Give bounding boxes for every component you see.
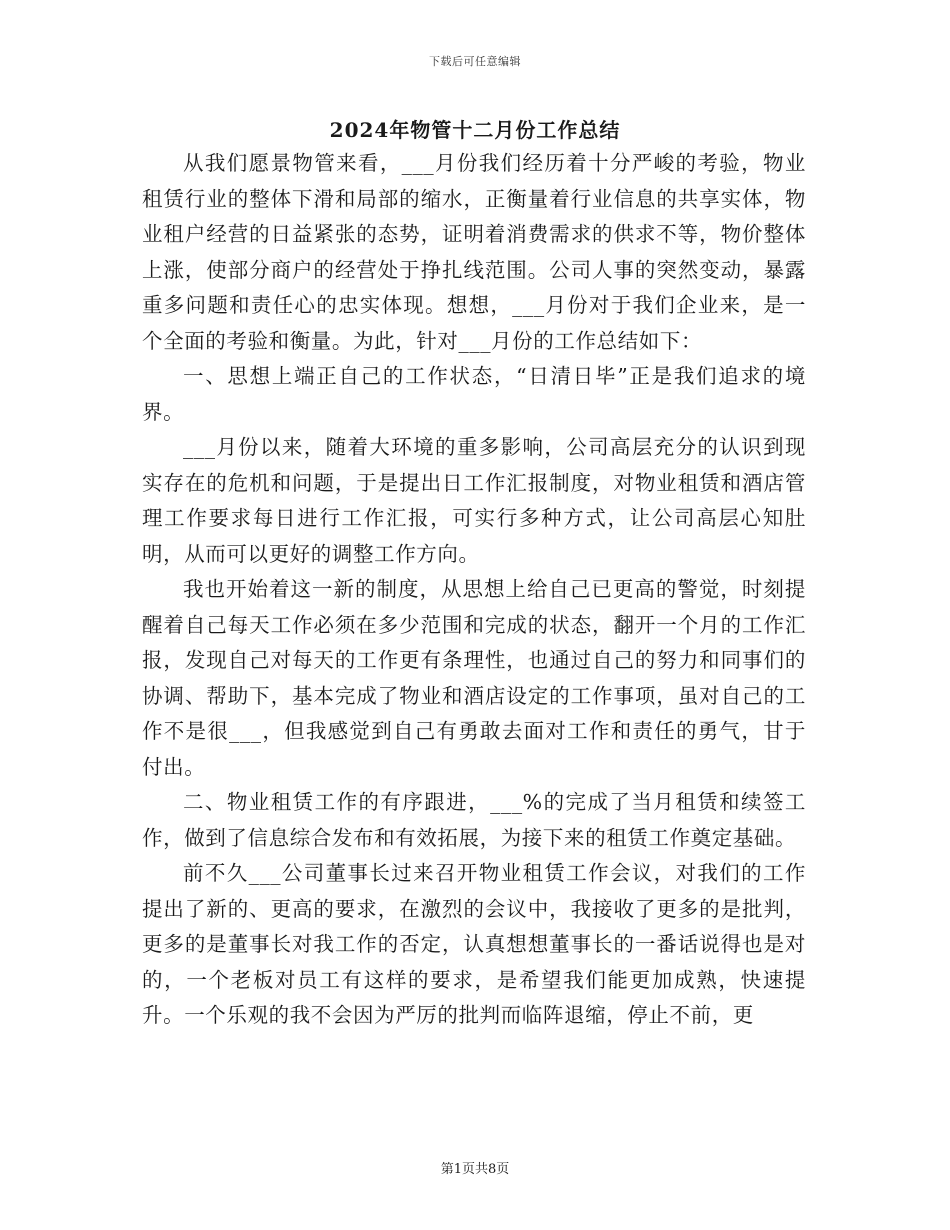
paragraph-section-one-heading: 一、思想上端正自己的工作状态，“日清日毕”正是我们追求的境界。 xyxy=(142,364,806,424)
paragraph-intro: 从我们愿景物管来看，___月份我们经历着十分严峻的考验，物业租赁行业的整体下滑和局部的缩水，正衡量着行业信息的共享实体，物业租户经营的日益紧张的态势，证明着消费需求的供求不等，物价整体上涨，使部分商户的经营处于挣扎线范围。公司人事的突然变动，暴露重多问题和责任心的忠实体现。想想，___月份对于我们企业来，是一个全面的考验和衡量。为此，针对___月份的工作总结如下： xyxy=(142,151,806,353)
document-title: 2024年物管十二月份工作总结 xyxy=(329,118,621,142)
download-note: 下载后可任意编辑 xyxy=(429,55,521,68)
paragraph-section-two-heading: 二、物业租赁工作的有序跟进，___%的完成了当月租赁和续签工作，做到了信息综合发布和有效拓展，为接下来的租赁工作奠定基础。 xyxy=(142,790,806,850)
paragraph-daily-report: ___月份以来，随着大环境的重多影响，公司高层充分的认识到现实存在的危机和问题，于是提出日工作汇报制度，对物业租赁和酒店管理工作要求每日进行工作汇报，可实行多种方式，让公司高层心知肚明，从而可以更好的调整工作方向。 xyxy=(142,435,806,566)
document-body xyxy=(142,146,806,1034)
paragraph-chairman-meeting: 前不久___公司董事长过来召开物业租赁工作会议，对我们的工作提出了新的、更高的要求，在激烈的会议中，我接收了更多的是批判，更多的是董事长对我工作的否定，认真想想董事长的一番话说得也是对的，一个老板对员工有这样的要求，是希望我们能更加成熟，快速提升。一个乐观的我不会因为严厉的批判而临阵退缩，停止不前，更 xyxy=(142,861,806,1027)
paragraph-personal-reflection: 我也开始着这一新的制度，从思想上给自己已更高的警觉，时刻提醒着自己每天工作必须在多少范围和完成的状态，翻开一个月的工作汇报，发现自己对每天的工作更有条理性，也通过自己的努力和同事们的协调、帮助下，基本完成了物业和酒店设定的工作事项，虽对自己的工作不是很___，但我感觉到自己有勇敢去面对工作和责任的勇气，甘于付出。 xyxy=(142,577,806,779)
page-number-footer: 第1页共8页 xyxy=(440,1162,510,1177)
